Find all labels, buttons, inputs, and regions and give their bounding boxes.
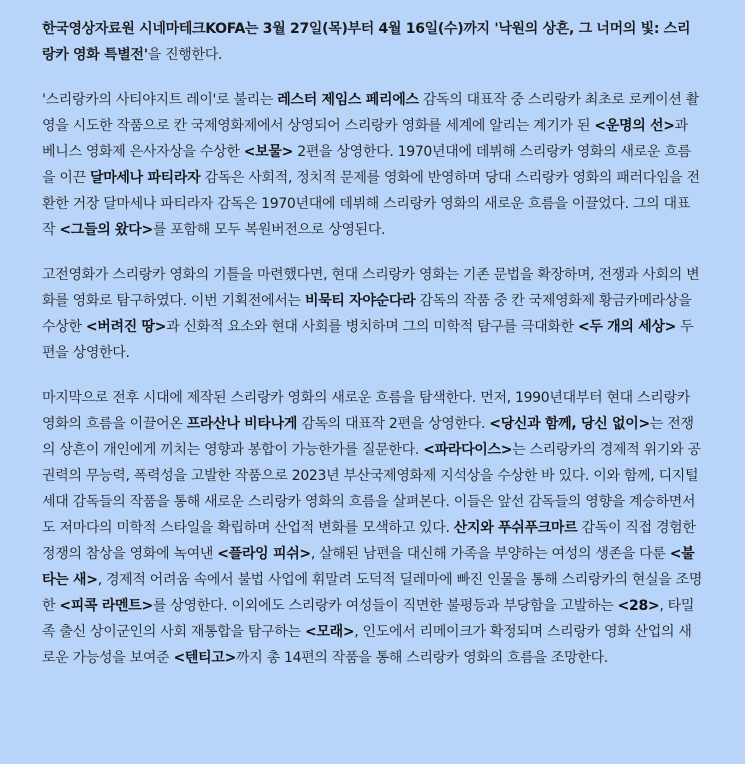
- film-title: <두 개의 세상>: [577, 319, 677, 335]
- text: 감독의 대표작 중 스리랑카 최초로 로케이션 촬영을 시도한 작품으로 칸 국제영화제에서 상영되어 스리랑카 영화를 세계에 알리는 계기가 된: [42, 92, 699, 134]
- film-title: <파라다이스>: [423, 442, 513, 458]
- text: 2편을 상영한다. 1970년대에 데뷔해 스리랑카 영화의 새로운 흐름을 이끈: [42, 144, 691, 186]
- film-title: <텐티고>: [173, 650, 237, 666]
- film-title: <당신과 함께, 당신 없이>: [489, 416, 650, 432]
- text: , 타밀족 출신 상이군인의 사회 재통합을 탐구하는: [42, 598, 695, 640]
- text: 과 베니스 영화제 은사자상을 수상한: [42, 118, 688, 160]
- text: 를 포함해 모두 복원버전으로 상영된다.: [152, 222, 386, 238]
- director-name: 산지와 푸쉬푸크마르: [453, 520, 578, 536]
- text: 을 진행한다.: [147, 47, 223, 63]
- bold-text: 한국영상자료원 시네마테크KOFA는 3월 27일(목)부터 4월 16일(수)까지 '낙원의 상흔, 그 너머의 빛: 스리랑카 영화 특별전': [42, 21, 691, 63]
- text: , 살해된 남편을 대신해 가족을 부양하는 여성의 생존을 다룬: [310, 546, 670, 562]
- film-title: <운명의 선>: [594, 118, 675, 134]
- film-title: <그들의 왔다>: [59, 222, 153, 238]
- film-title: <불타는 새>: [42, 546, 695, 588]
- text: 를 상영한다. 이외에도 스리랑카 여성들이 직면한 불평등과 부당함을 고발하는: [152, 598, 618, 614]
- text: 감독이 직접 경험한 정쟁의 참상을 영화에 녹여낸: [42, 520, 696, 562]
- text: 감독은 사회적, 정치적 문제를 영화에 반영하며 당대 스리랑카 영화의 패러다임을 전환한 거장 달마세나 파티라자 감독은 1970년대에 데뷔해 스리랑카 영화의 새로운 흐름을 이끌었다. 그의 대표작: [42, 170, 700, 238]
- text: , 경제적 어려움 속에서 불법 사업에 휘말려 도덕적 딜레마에 빠진 인물을 통해 스리랑카의 현실을 조명한: [42, 572, 703, 614]
- film-title: <모래>: [304, 624, 355, 640]
- text: 는 스리랑카의 경제적 위기와 공권력의 무능력, 폭력성을 고발한 작품으로 2023년 부산국제영화제 지석상을 수상한 바 있다. 이와 함께, 디지털 세대 감독들의 작품을 통해 새로운 스리랑카 영화의 흐름을 살펴본다. 이들은 앞선 감독들의 영향을 계승하면서도 저마다의 미학적 스타일을 확립하며 산업적 변화를 모색하고 있다.: [42, 442, 701, 536]
- film-title: <피콕 라멘트>: [59, 598, 153, 614]
- text: 두 편을 상영한다.: [42, 319, 694, 361]
- text: 과 신화적 요소와 현대 사회를 병치하며 그의 미학적 탐구를 극대화한: [166, 319, 578, 335]
- director-name: 비묵티 자야순다라: [304, 293, 416, 309]
- text: 까지 총 14편의 작품을 통해 스리랑카 영화의 흐름을 조망한다.: [236, 650, 608, 666]
- paragraph-classic-directors: [42, 87, 703, 243]
- text: 마지막으로 전후 시대에 제작된 스리랑카 영화의 새로운 흐름을 탐색한다. 먼저, 1990년대부터 현대 스리랑카 영화의 흐름을 이끌어온: [42, 390, 690, 432]
- text: 감독의 대표작 2편을 상영한다.: [297, 416, 490, 432]
- film-title: <플라잉 피쉬>: [217, 546, 311, 562]
- paragraph-modern-cinema: [42, 262, 703, 366]
- text: 는 전쟁의 상흔이 개인에게 끼치는 영향과 봉합이 가능한가를 질문한다.: [42, 416, 694, 458]
- director-name: 레스터 제임스 페리에스: [277, 92, 419, 108]
- text: '스리랑카의 사티야지트 레이'로 불리는: [42, 92, 278, 108]
- text: 고전영화가 스리랑카 영화의 기틀을 마련했다면, 현대 스리랑카 영화는 기존 문법을 확장하며, 전쟁과 사회의 변화를 영화로 탐구하였다. 이번 기획전에서는: [42, 267, 700, 309]
- film-title: <버려진 땅>: [85, 319, 167, 335]
- paragraph-intro: [42, 16, 703, 68]
- film-title: <보물>: [243, 144, 294, 160]
- text: , 인도에서 리메이크가 확정되며 스리랑카 영화 산업의 새로운 가능성을 보여준: [42, 624, 692, 666]
- director-name: 달마세나 파티라자: [89, 170, 201, 186]
- director-name: 프라산나 비타나게: [186, 416, 298, 432]
- text: 감독의 작품 중 칸 국제영화제 황금카메라상을 수상한: [42, 293, 692, 335]
- film-title: <28>: [617, 598, 660, 614]
- paragraph-postwar-cinema: [42, 385, 703, 671]
